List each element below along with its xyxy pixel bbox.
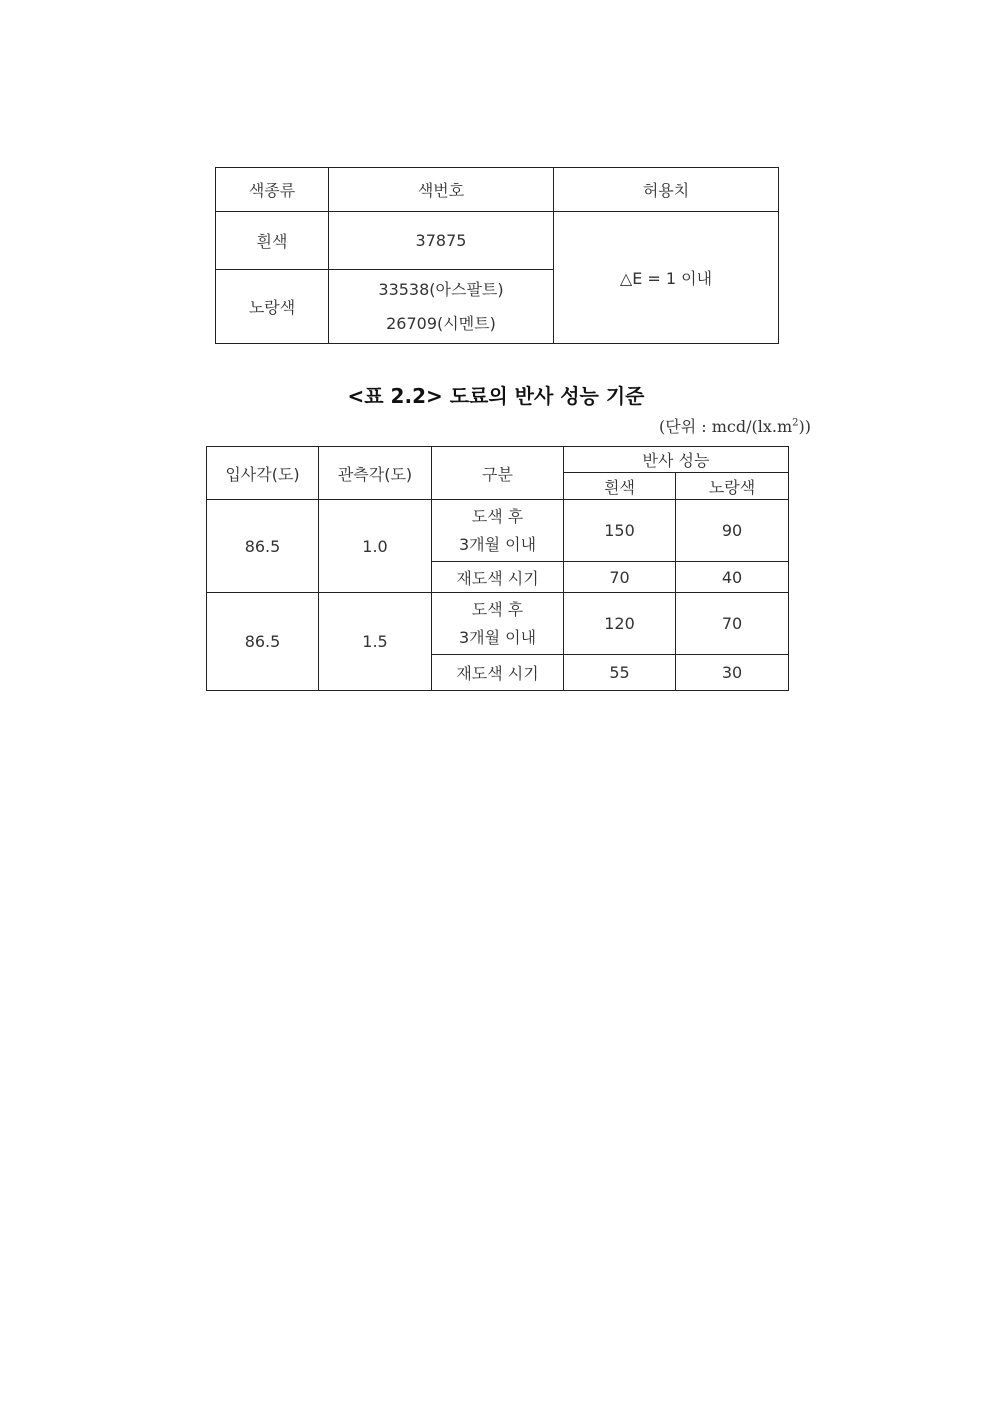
incidence-cell: 86.5: [207, 500, 319, 593]
category-cell: [432, 500, 564, 562]
observation-cell: 1.5: [319, 593, 432, 691]
header-color-number: 색번호: [329, 168, 554, 212]
yellow-value: 40: [676, 562, 789, 593]
header-color-type: 색종류: [216, 168, 329, 212]
header-incidence: 입사각(도): [207, 447, 319, 500]
category-line: 3개월 이내: [458, 627, 537, 647]
category-cell: 재도색 시기: [432, 562, 564, 593]
unit-note: [659, 414, 811, 437]
table-row: [207, 500, 789, 562]
yellow-value: 90: [676, 500, 789, 562]
yellow-value: 70: [676, 593, 789, 655]
header-category: 구분: [432, 447, 564, 500]
header-observation: 관측각(도): [319, 447, 432, 500]
table-row: [207, 593, 789, 655]
header-performance: 반사 성능: [564, 447, 789, 473]
yellow-code-asphalt: 33538(아스팔트): [378, 279, 504, 299]
reflective-performance-table: [206, 446, 789, 691]
white-value: 120: [564, 593, 676, 655]
category-cell: [432, 593, 564, 655]
category-line: 도색 후: [471, 506, 524, 526]
category-line: 3개월 이내: [458, 534, 537, 554]
table-caption: <표 2.2> 도료의 반사 성능 기준: [347, 384, 645, 408]
white-value: 55: [564, 655, 676, 691]
yellow-label: 노랑색: [216, 270, 329, 344]
yellow-codes: [329, 270, 554, 344]
white-value: 150: [564, 500, 676, 562]
unit-sup: 2: [792, 417, 799, 429]
yellow-value: 30: [676, 655, 789, 691]
white-value: 70: [564, 562, 676, 593]
category-cell: 재도색 시기: [432, 655, 564, 691]
header-yellow: 노랑색: [676, 473, 789, 500]
tolerance-value: △E = 1 이내: [554, 212, 779, 344]
white-code: 37875: [329, 212, 554, 270]
yellow-code-cement: 26709(시멘트): [386, 313, 496, 333]
unit-prefix: (단위 : mcd/(lx.m: [659, 417, 793, 436]
category-line: 도색 후: [471, 599, 524, 619]
header-tolerance: 허용치: [554, 168, 779, 212]
observation-cell: 1.0: [319, 500, 432, 593]
color-tolerance-table: [215, 167, 779, 344]
header-white: 흰색: [564, 473, 676, 500]
incidence-cell: 86.5: [207, 593, 319, 691]
white-label: 흰색: [216, 212, 329, 270]
unit-suffix: )): [798, 417, 811, 436]
